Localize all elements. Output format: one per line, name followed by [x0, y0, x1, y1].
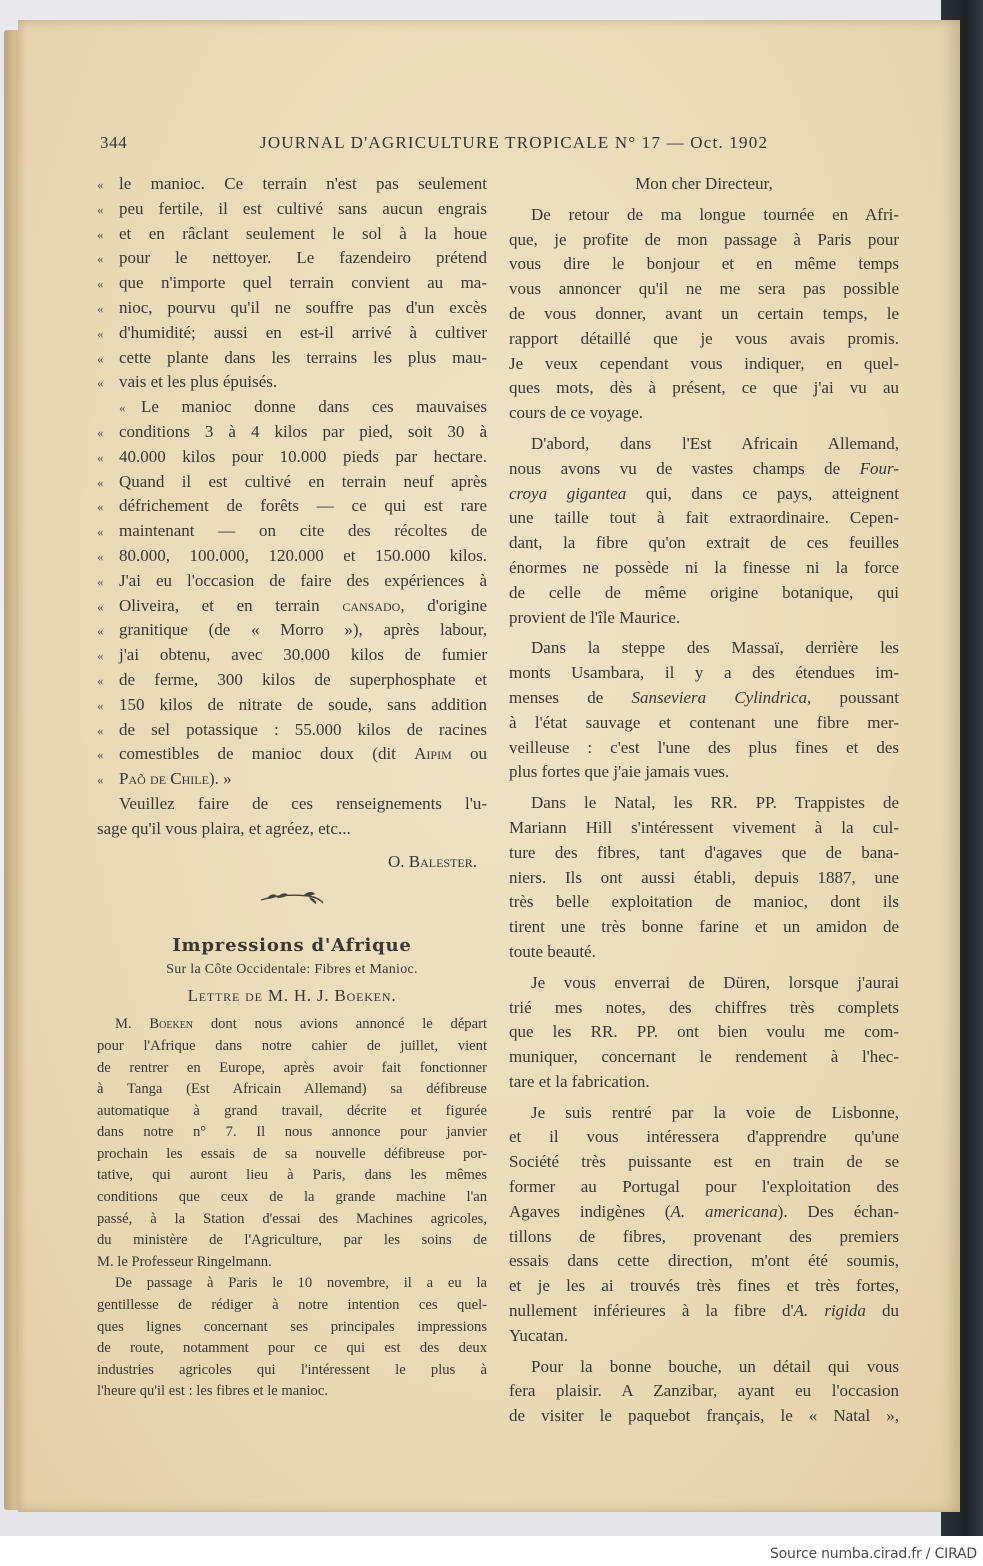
- left-column: [97, 172, 487, 1403]
- text-line: automatique à grand travail, décrite et figurée: [97, 1102, 487, 1119]
- text-line: de celle de même origine botanique, qui: [509, 582, 899, 602]
- text-line: essais dans cette direction, m'ont été soumis,: [509, 1251, 899, 1271]
- text-line: croya gigantea qui, dans ce pays, atteignent: [509, 483, 899, 503]
- text-line: Je suis rentré par la voie de Lisbonne,: [531, 1102, 899, 1122]
- right-column: [509, 172, 899, 1429]
- text-line: Veuillez faire de ces renseignements l'u-: [119, 793, 487, 813]
- text-line: « vais et les plus épuisés.: [97, 372, 278, 392]
- text-line: de visiter le paquebot français, le « Natal »,: [509, 1406, 899, 1426]
- text-line: « j'ai obtenu, avec 30.000 kilos de fumier: [97, 645, 487, 665]
- text-line: M. Boeken dont nous avions annoncé le départ: [115, 1016, 487, 1033]
- text-line: trié mes notes, des chiffres très complets: [509, 997, 899, 1017]
- text-line: dans notre n° 7. Il nous annonce pour janvier: [97, 1124, 487, 1141]
- text-line: monts Usambara, il y a des étendues im-: [509, 663, 899, 683]
- text-line: « que n'importe quel terrain convient au ma-: [97, 273, 487, 293]
- text-line: De retour de ma longue tournée en Afri-: [531, 204, 899, 224]
- text-line: « Oliveira, et en terrain cansado, d'origine: [97, 595, 488, 615]
- closing-paragraph: [97, 792, 487, 842]
- text-line: « le manioc. Ce terrain n'est pas seulement: [97, 174, 487, 193]
- text-line: niers. Ils ont aussi établi, depuis 1887, une: [509, 867, 899, 887]
- text-line: « comestibles de manioc doux (dit Aipim ou: [97, 744, 488, 764]
- text-line: « Paõ de Chile). »: [97, 769, 232, 789]
- text-line: menses de Sanseviera Cylindrica, poussant: [509, 687, 900, 707]
- text-line: Pour la bonne bouche, un détail qui vous: [531, 1356, 899, 1376]
- text-line: pour l'Afrique dans notre cahier de juillet, vient: [97, 1037, 487, 1054]
- text-line: Mariann Hill s'intéressent vivement à la cul-: [509, 817, 899, 837]
- text-line: muniquer, concernant le rendement à l'hec-: [509, 1047, 899, 1067]
- text-line: « peu fertile, il est cultivé sans aucun engrais: [97, 198, 487, 218]
- text-line: que, je profite de mon passage à Paris pour: [509, 229, 899, 249]
- paragraph: [509, 203, 899, 426]
- text-line: plus fortes que j'aie jamais vues.: [509, 762, 730, 782]
- paragraph: [509, 791, 899, 965]
- text-line: « nioc, pourvu qu'il ne souffre pas d'un excès: [97, 297, 487, 317]
- text-line: « de sel potassique : 55.000 kilos de racines: [97, 719, 487, 739]
- quoted-passage-1: [97, 172, 487, 395]
- text-line: industries agricoles qui l'intéressent le plus à: [97, 1361, 487, 1378]
- text-line: vous dire le bonjour et en même temps: [509, 254, 899, 274]
- text-line: prochain les essais de sa nouvelle défibreuse por-: [97, 1145, 487, 1162]
- text-line: Yucatan.: [509, 1325, 569, 1345]
- source-credit: Source numba.cirad.fr / CIRAD: [769, 1546, 977, 1562]
- text-line: conditions que ceux de la grande machine l'an: [97, 1189, 487, 1206]
- text-line: « 80.000, 100.000, 120.000 et 150.000 kilos.: [97, 545, 487, 565]
- text-line: à Tanga (Est Africain Allemand) sa défibreuse: [97, 1081, 487, 1098]
- text-line: « granitique (de « Morro »), après labour,: [97, 620, 487, 640]
- page-number: 344: [100, 133, 128, 152]
- text-line: veilleuse : c'est l'une des plus fines et des: [509, 737, 899, 757]
- text-line: gentillesse de rédiger à notre intention ces quel-: [97, 1297, 487, 1314]
- signature: O. Balester.: [387, 851, 477, 871]
- text-line: du ministère de l'Agriculture, par les soins de: [97, 1232, 487, 1249]
- text-line: Je vous enverrai de Düren, lorsque j'aurai: [531, 972, 899, 992]
- text-line: ques mots, dès à présent, ce que j'ai vu au: [509, 378, 899, 398]
- paragraph: [509, 971, 899, 1095]
- text-line: que les RR. PP. ont bien voulu me com-: [509, 1022, 899, 1042]
- text-line: passé, à la Station d'essai des Machines agricoles,: [97, 1210, 487, 1227]
- text-line: Je veux cependant vous indiquer, en quel-: [509, 353, 899, 373]
- running-header: [100, 133, 908, 161]
- text-line: De passage à Paris le 10 novembre, il a eu la: [115, 1275, 487, 1292]
- text-line: Dans le Natal, les RR. PP. Trappistes de: [531, 793, 899, 813]
- text-line: sage qu'il vous plaira, et agréez, etc...: [97, 818, 351, 838]
- text-line: tillons de fibres, provenant des premiers: [509, 1226, 899, 1246]
- text-line: énormes ne possède ni la finesse ni la force: [509, 557, 899, 577]
- text-line: M. le Professeur Ringelmann.: [97, 1253, 272, 1270]
- text-line: l'heure qu'il est : les fibres et le manioc.: [97, 1383, 328, 1400]
- text-line: ture des fibres, tant d'agaves que de bana-: [509, 842, 899, 862]
- editor-intro: [97, 1014, 487, 1403]
- text-line: très belle exploitation de manioc, dont ils: [509, 892, 899, 912]
- text-line: de rentrer en Europe, après avoir fait fonctionner: [97, 1059, 487, 1076]
- article-byline: Lettre de M. H. J. Boeken.: [187, 986, 397, 1006]
- text-line: tare et la fabrication.: [509, 1071, 650, 1091]
- salutation: Mon cher Directeur,: [635, 174, 773, 193]
- text-line: nous avons vu de vastes champs de Four-: [509, 458, 899, 478]
- text-line: de route, notamment pour ce qui est des deux: [97, 1340, 487, 1357]
- text-line: Société très puissante est en train de se: [509, 1152, 899, 1172]
- text-line: ques lignes concernant ses principales impressions: [97, 1318, 487, 1335]
- text-line: « Quand il est cultivé en terrain neuf après: [97, 471, 487, 491]
- text-line: D'abord, dans l'Est Africain Allemand,: [531, 433, 899, 453]
- journal-title: JOURNAL D'AGRICULTURE TROPICALE N° 17 — Oct. 1902: [260, 133, 769, 152]
- text-line: « Le manioc donne dans ces mauvaises: [119, 397, 487, 417]
- paragraph: [509, 1101, 899, 1349]
- text-line: « et en râclant seulement le sol à la houe: [97, 223, 487, 243]
- text-line: une taille tout à fait extraordinaire. Cepen-: [509, 508, 899, 528]
- quoted-passage-2: [97, 395, 487, 792]
- text-line: à l'état sauvage et contenant une fibre mer-: [509, 712, 899, 732]
- text-line: « cette plante dans les terrains les plus mau-: [97, 347, 487, 367]
- text-line: dant, la fibre qu'on extrait de ces feuilles: [509, 533, 899, 553]
- text-line: Dans la steppe des Massaï, derrière les: [531, 638, 899, 658]
- text-line: tirent une très bonne farine et un amidon de: [509, 917, 899, 937]
- text-line: et je les ai trouvés très fines et très fortes,: [509, 1276, 899, 1296]
- text-line: de vous donner, avant un certain temps, le: [509, 303, 899, 323]
- text-line: « pour le nettoyer. Le fazendeiro prétend: [97, 248, 487, 268]
- text-line: former au Portugal pour l'exploitation des: [509, 1177, 899, 1197]
- text-line: et il vous intéressera d'apprendre qu'une: [509, 1127, 899, 1147]
- article-subtitle: Sur la Côte Occidentale: Fibres et Manioc.: [166, 962, 418, 978]
- text-line: rapport détaillé que je vous avais promis.: [509, 328, 899, 348]
- text-line: « de ferme, 300 kilos de superphosphate et: [97, 669, 487, 689]
- article-title: Impressions d'Afrique: [172, 935, 412, 957]
- text-line: « maintenant — on cite des récoltes de: [97, 521, 487, 541]
- text-line: vous annoncer qu'il ne me sera pas possible: [509, 279, 899, 299]
- text-line: nullement inférieures à la fibre d'A. rigida du: [509, 1301, 899, 1321]
- text-line: « défrichement de forêts — ce qui est rare: [97, 496, 487, 516]
- text-line: fera plaisir. A Zanzibar, ayant eu l'occasion: [509, 1381, 899, 1401]
- text-line: provient de l'île Maurice.: [509, 607, 681, 627]
- paragraph: [509, 432, 899, 630]
- text-line: « conditions 3 à 4 kilos par pied, soit 30 à: [97, 421, 487, 441]
- paragraph: [509, 636, 899, 785]
- text-line: « 150 kilos de nitrate de soude, sans addition: [97, 694, 487, 714]
- text-line: « 40.000 kilos pour 10.000 pieds par hectare.: [97, 446, 487, 466]
- text-line: tative, qui auront lieu à Paris, dans les mêmes: [97, 1167, 487, 1184]
- text-line: cours de ce voyage.: [509, 403, 644, 423]
- text-line: « d'humidité; aussi en est-il arrivé à cultiver: [97, 322, 487, 342]
- paragraph: [509, 1355, 899, 1429]
- leaf-ornament-icon: [97, 888, 487, 928]
- text-line: « J'ai eu l'occasion de faire des expériences à: [97, 570, 487, 590]
- text-line: toute beauté.: [509, 941, 596, 961]
- text-line: Agaves indigènes (A. americana). Des échan-: [509, 1201, 899, 1221]
